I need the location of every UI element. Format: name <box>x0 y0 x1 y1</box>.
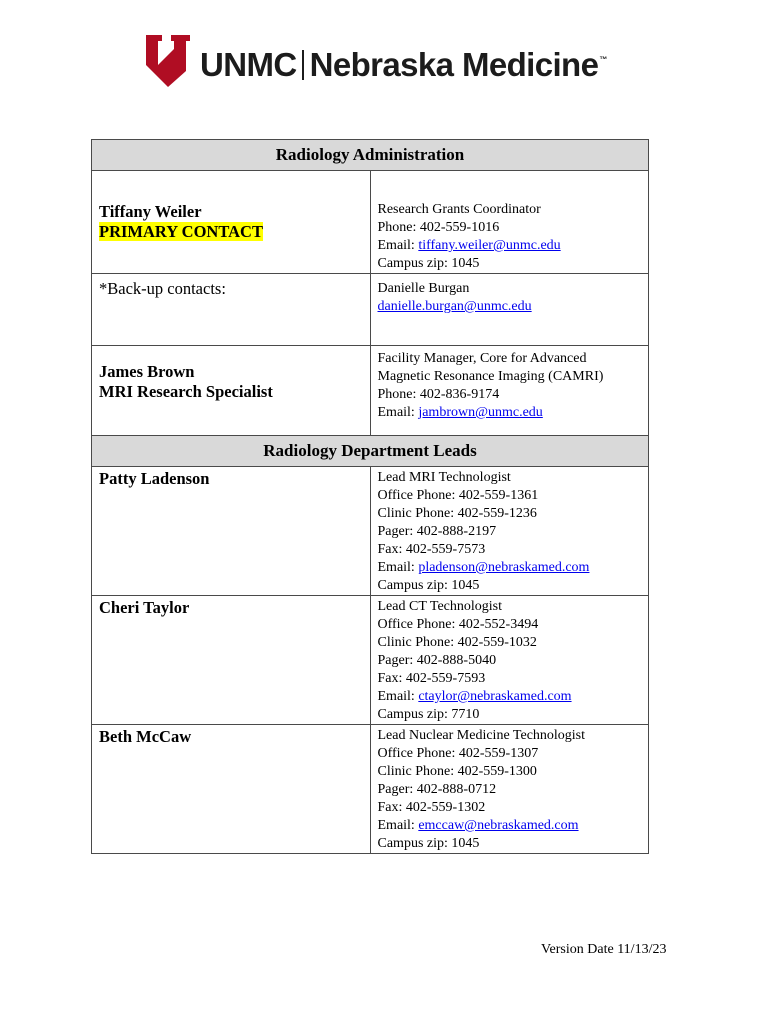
email-label: Email: <box>377 405 419 420</box>
email-label: Email: <box>377 689 419 704</box>
lead-clinic-phone: Clinic Phone: 402-559-1236 <box>377 506 537 521</box>
version-date: Version Date 11/13/23 <box>541 942 667 957</box>
logo-trademark: ™ <box>599 55 607 64</box>
contacts-table <box>91 139 649 854</box>
lead-name-cell <box>92 467 371 596</box>
primary-contact-details <box>370 171 649 274</box>
lead-row <box>92 467 649 596</box>
unmc-n-mark-icon <box>144 35 192 87</box>
mri-contact-role: MRI Research Specialist <box>99 382 273 401</box>
lead-office-phone: Office Phone: 402-552-3494 <box>377 617 539 632</box>
section-header-row <box>92 436 649 467</box>
mri-contact-phone: Phone: 402-836-9174 <box>377 387 500 402</box>
logo-wordmark <box>200 40 607 85</box>
logo-separator <box>302 50 304 80</box>
lead-campus-zip: Campus zip: 1045 <box>377 578 480 593</box>
lead-fax: Fax: 402-559-7573 <box>377 542 486 557</box>
admin-mri-row <box>92 346 649 436</box>
lead-row <box>92 596 649 725</box>
backup-label-cell <box>92 274 371 346</box>
backup-details <box>370 274 649 346</box>
lead-pager: Pager: 402-888-2197 <box>377 524 497 539</box>
lead-name: Beth McCaw <box>99 727 192 746</box>
lead-name-cell <box>92 725 371 854</box>
backup-contact-email-link[interactable]: danielle.burgan@unmc.edu <box>377 299 532 314</box>
lead-title: Lead Nuclear Medicine Technologist <box>377 728 586 743</box>
lead-office-phone: Office Phone: 402-559-1361 <box>377 488 539 503</box>
primary-contact-title: Research Grants Coordinator <box>377 202 541 217</box>
lead-clinic-phone: Clinic Phone: 402-559-1032 <box>377 635 537 650</box>
backup-contact-name: Danielle Burgan <box>377 281 470 296</box>
mri-contact-email-link[interactable]: jambrown@unmc.edu <box>418 405 543 420</box>
mri-contact-details <box>370 346 649 436</box>
lead-details <box>370 596 649 725</box>
lead-email-link[interactable]: ctaylor@nebraskamed.com <box>418 689 572 704</box>
unmc-nebraska-medicine-logo <box>144 35 626 87</box>
lead-email-link[interactable]: emccaw@nebraskamed.com <box>418 818 579 833</box>
lead-office-phone: Office Phone: 402-559-1307 <box>377 746 539 761</box>
mri-contact-name: James Brown <box>99 362 195 381</box>
lead-title: Lead MRI Technologist <box>377 470 511 485</box>
lead-name: Patty Ladenson <box>99 469 210 488</box>
lead-name: Cheri Taylor <box>99 598 190 617</box>
primary-contact-cell <box>92 171 371 274</box>
email-label: Email: <box>377 560 419 575</box>
mri-contact-cell <box>92 346 371 436</box>
primary-contact-phone: Phone: 402-559-1016 <box>377 220 500 235</box>
lead-title: Lead CT Technologist <box>377 599 502 614</box>
primary-contact-name: Tiffany Weiler <box>99 202 202 221</box>
email-label: Email: <box>377 238 419 253</box>
admin-backup-row <box>92 274 649 346</box>
mri-contact-title: Facility Manager, Core for Advanced Magnetic Resonance Imaging (CAMRI) <box>377 351 604 384</box>
section-header-row <box>92 140 649 171</box>
lead-email-link[interactable]: pladenson@nebraskamed.com <box>418 560 590 575</box>
email-label: Email: <box>377 818 419 833</box>
lead-clinic-phone: Clinic Phone: 402-559-1300 <box>377 764 537 779</box>
lead-fax: Fax: 402-559-7593 <box>377 671 486 686</box>
logo-nebraska-medicine-text: Nebraska Medicine <box>309 46 599 83</box>
lead-pager: Pager: 402-888-0712 <box>377 782 497 797</box>
backup-contacts-label: *Back-up contacts: <box>99 279 226 298</box>
lead-row <box>92 725 649 854</box>
primary-contact-tag: PRIMARY CONTACT <box>99 222 263 241</box>
radiology-department-leads-heading: Radiology Department Leads <box>92 436 649 467</box>
primary-contact-email-link[interactable]: tiffany.weiler@unmc.edu <box>418 238 561 253</box>
lead-details <box>370 467 649 596</box>
lead-details <box>370 725 649 854</box>
primary-contact-zip: Campus zip: 1045 <box>377 256 480 271</box>
lead-fax: Fax: 402-559-1302 <box>377 800 486 815</box>
admin-primary-row <box>92 171 649 274</box>
lead-name-cell <box>92 596 371 725</box>
lead-pager: Pager: 402-888-5040 <box>377 653 497 668</box>
logo-unmc-text: UNMC <box>200 46 297 83</box>
lead-campus-zip: Campus zip: 7710 <box>377 707 480 722</box>
radiology-administration-heading: Radiology Administration <box>92 140 649 171</box>
lead-campus-zip: Campus zip: 1045 <box>377 836 480 851</box>
